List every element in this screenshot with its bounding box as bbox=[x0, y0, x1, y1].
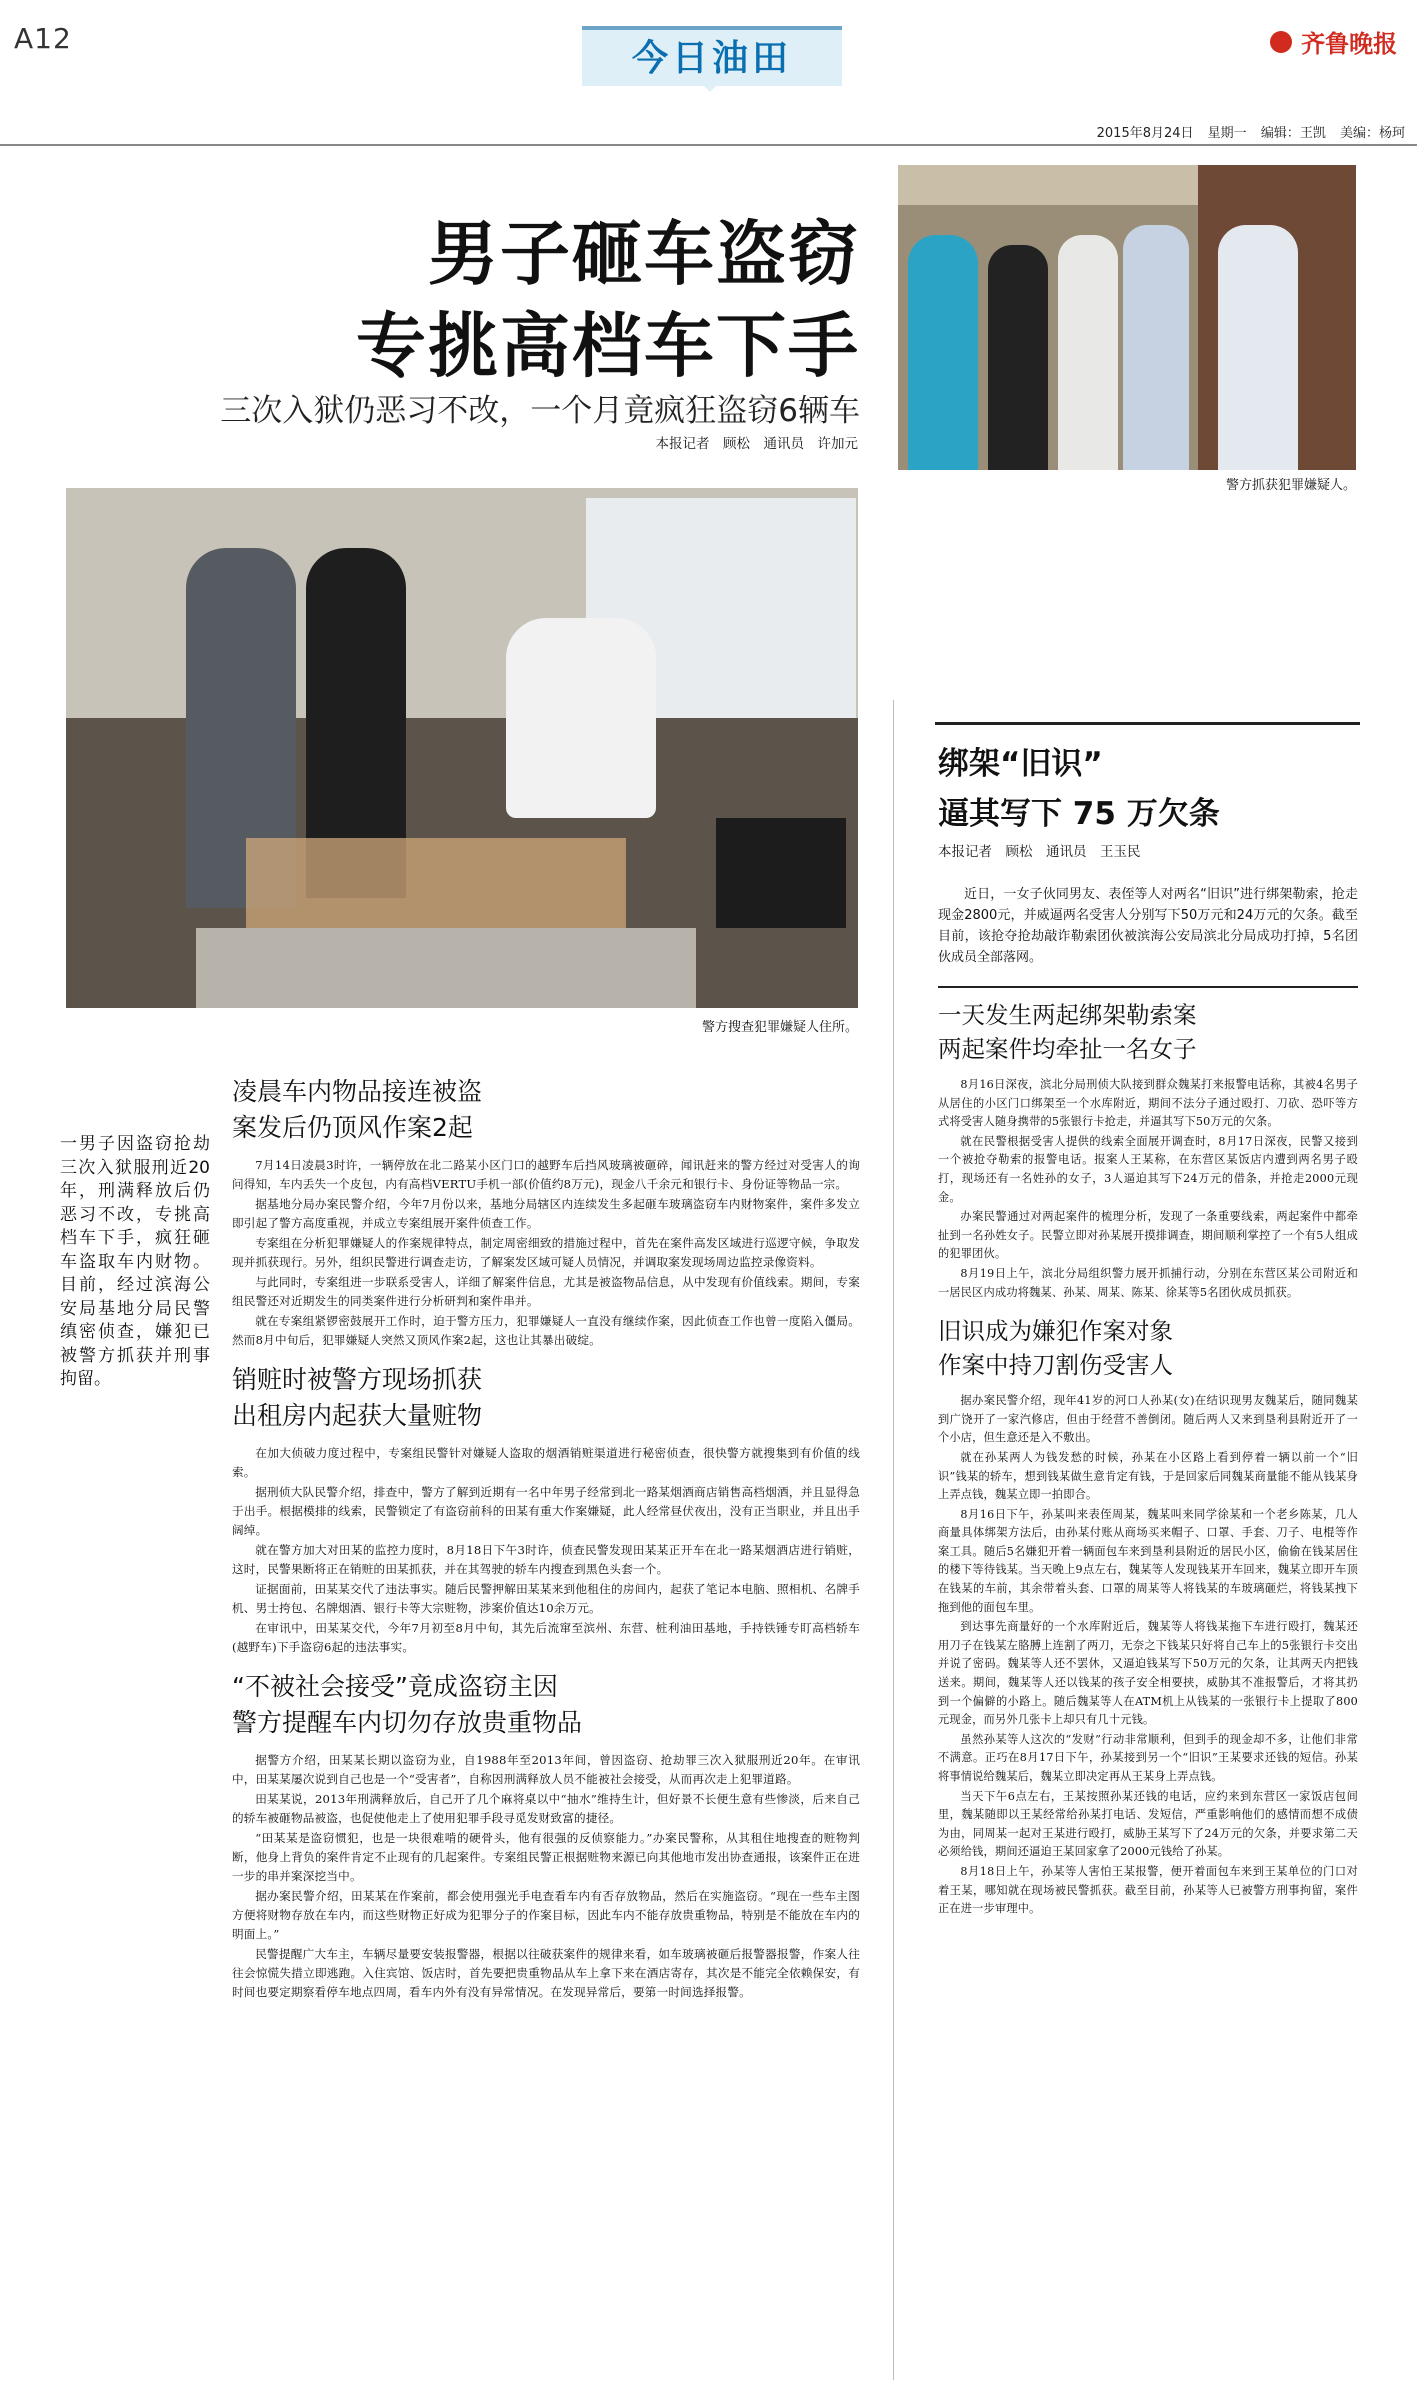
second-headline-line2: 逼其写下 75 万欠条 bbox=[938, 796, 1220, 832]
main-summary: 一男子因盗窃抢劫三次入狱服刑近20年，刑满释放后仍恶习不改，专挑高档车下手，疯狂砸车盗取车内财物。目前，经过滨海公安局基地分局民警缜密侦查，嫌犯已被警方抓获并刑事拘留。 bbox=[60, 1134, 210, 1389]
paragraph: 民警提醒广大车主，车辆尽量要安装报警器，根据以往破获案件的规律来看，如车玻璃被砸后报警器报警，作案人往往会惊慌失措立即逃跑。入住宾馆、饭店时，首先要把贵重物品从车上拿下来在酒店寄存，其次是不能完全依赖保安，有时间也要定期察看停车地点四周，看车内外有没有异常情况。在发现异常后，要第一时间选择报警。 bbox=[232, 1947, 860, 1999]
paragraph: 专案组在分析犯罪嫌疑人的作案规律特点，制定周密细致的措施过程中，首先在案件高发区域进行巡逻守候，争取发现并抓获现行。另外，组织民警进行调查走访，了解案发区域可疑人员情况，并调取案发现场周边监控录像资料。 bbox=[232, 1236, 860, 1269]
paragraph: 据刑侦大队民警介绍，排查中，警方了解到近期有一名中年男子经常到北一路某烟酒商店销售高档烟酒，并且显得急于出手。根据模排的线索，民警锁定了有盗窃前科的田某有重大作案嫌疑，此人经常昼伏夜出，没有正当职业，并且出手阔绰。 bbox=[232, 1485, 860, 1537]
section-title: 今日油田 bbox=[631, 38, 792, 79]
second-lead: 近日，一女子伙同男友、表侄等人对两名“旧识”进行绑架勒索，抢走现金2800元，并威逼两名受害人分别写下50万元和24万元的欠条。截至目前，该抢夺抢劫敲诈勒索团伙被滨海公安局滨北分局成功打掉，5名团伙成员全部落网。 bbox=[938, 887, 1358, 965]
section-heading-line1: 销赃时被警方现场抓获 bbox=[232, 1365, 483, 1394]
paragraph: 据警方介绍，田某某长期以盗窃为业，自1988年至2013年间，曾因盗窃、抢劫罪三次入狱服刑近20年。在审讯中，田某某屡次说到自己也是一个“受害者”，自称因刑满释放人员不能被社会接受，从而再次走上犯罪道路。 bbox=[232, 1753, 860, 1786]
main-body bbox=[232, 1070, 860, 2003]
date-text: 2015年8月24日 bbox=[1096, 126, 1194, 141]
section-heading-line1: 旧识成为嫌犯作案对象 bbox=[938, 1317, 1173, 1346]
paragraph: 办案民警通过对两起案件的梳理分析，发现了一条重要线索，两起案件中都牵扯到一名孙姓女子。民警立即对孙某展开摸排调查，期间顺利掌控了一个有5人组成的犯罪团伙。 bbox=[938, 1210, 1358, 1261]
paragraph: 就在民警根据受害人提供的线索全面展开调查时，8月17日深夜，民警又接到一个被抢夺勒索的报警电话。报案人王某称，在东营区某饭店内遭到两名男子殴打，现场还有一名姓孙的女子，3人逼迫其写下24万元的借条，并抢走2000元现金。 bbox=[938, 1134, 1358, 1204]
search-photo bbox=[66, 488, 858, 1008]
paragraph: 田某某说，2013年刑满释放后，自己开了几个麻将桌以中“抽水”维持生计，但好景不长便生意有些惨淡，后来自己的轿车被砸物品被盗，也促使他走上了使用犯罪手段寻觅发财致富的捷径。 bbox=[232, 1792, 860, 1825]
paragraph: 8月18日上午，孙某等人害怕王某报警，便开着面包车来到王某单位的门口对着王某，哪知就在现场被民警抓获。截至目前，孙某等人已被警方刑事拘留，案件正在进一步审理中。 bbox=[938, 1864, 1358, 1916]
paragraph: 8月19日上午，滨北分局组织警力展开抓捕行动，分别在东营区某公司附近和一居民区内成功将魏某、孙某、周某、陈某、徐某等5名团伙成员抓获。 bbox=[938, 1266, 1358, 1299]
main-headline-line2: 专挑高档车下手 bbox=[356, 305, 860, 387]
section-heading-line1: “不被社会接受”竟成盗窃主因 bbox=[232, 1672, 558, 1701]
section-heading-line1: 一天发生两起绑架勒索案 bbox=[938, 1001, 1197, 1029]
main-section-2 bbox=[232, 1362, 860, 1657]
main-section-1 bbox=[232, 1074, 860, 1350]
main-byline: 本报记者 顾松 通讯员 许加元 bbox=[655, 436, 858, 452]
main-subheadline: 三次入狱仍恶习不改，一个月竟疯狂盗窃6辆车 bbox=[220, 393, 860, 429]
paragraph: 与此同时，专案组进一步联系受害人，详细了解案件信息，尤其是被盗物品信息，从中发现有价值线索。期间，专案组民警还对近期发生的同类案件进行分析研判和案件串并。 bbox=[232, 1275, 860, 1308]
arrest-photo bbox=[898, 165, 1356, 470]
paragraph: 据办案民警介绍，田某某在作案前，都会使用强光手电查看车内有否存放物品，然后在实施盗窃。“现在一些车主图方便将财物存放在车内，而这些财物正好成为犯罪分子的作案目标，因此车内不能存放贵重物品，特别是不能放在车内的明面上。” bbox=[232, 1889, 860, 1941]
second-byline: 本报记者 顾松 通讯员 王玉民 bbox=[938, 844, 1141, 860]
paragraph: 就在专案组紧锣密鼓展开工作时，迫于警方压力，犯罪嫌疑人一直没有继续作案，因此侦查工作也曾一度陷入僵局。然而8月中旬后，犯罪嫌疑人突然又顶风作案2起，这也让其暴出破绽。 bbox=[232, 1314, 860, 1347]
second-section-2 bbox=[938, 1314, 1358, 1919]
search-photo-caption: 警方搜查犯罪嫌疑人住所。 bbox=[701, 1020, 858, 1035]
paragraph: 证据面前，田某某交代了违法事实。随后民警押解田某某来到他租住的房间内，起获了笔记本电脑、照相机、名牌手机、男士挎包、名牌烟酒、银行卡等大宗赃物，涉案价值达10余万元。 bbox=[232, 1582, 860, 1615]
paragraph: 当天下午6点左右，王某按照孙某还钱的电话，应约来到东营区一家饭店包间里，魏某随即以王某经常给孙某打电话、发短信，严重影响他们的感情而想不成债为由，同周某一起对王某进行殴打，威胁王某写下了24万元的欠条，并要求第二天必须给钱，期间还逼迫王某回家拿了2000元钱给了孙某。 bbox=[938, 1789, 1358, 1859]
second-lead-rule bbox=[938, 986, 1358, 988]
section-banner-pointer bbox=[700, 82, 720, 92]
paragraph: 虽然孙某等人这次的“发财”行动非常顺利，但到手的现金却不多，让他们非常不满意。正巧在8月17日下午，孙某接到另一个“旧识”王某要求还钱的短信。孙某将事情说给魏某后，魏某立即决定再从王某身上弄点钱。 bbox=[938, 1732, 1358, 1783]
second-body bbox=[938, 998, 1358, 1920]
paragraph: 据基地分局办案民警介绍，今年7月份以来，基地分局辖区内连续发生多起砸车玻璃盗窃车内财物案件，案件多发立即引起了警方高度重视，并成立专案组展开案件侦查工作。 bbox=[232, 1197, 860, 1230]
second-story-top-rule bbox=[935, 722, 1360, 725]
section-heading-line2: 两起案件均牵扯一名女子 bbox=[938, 1035, 1197, 1063]
header-rule bbox=[0, 144, 1417, 146]
editor-text: 编辑：王凯 bbox=[1260, 126, 1326, 141]
section-heading-line1: 凌晨车内物品接连被盗 bbox=[232, 1077, 483, 1106]
logo-text: 齐鲁晚报 bbox=[1301, 29, 1398, 58]
paragraph: 在审讯中，田某某交代，今年7月初至8月中旬，其先后流窜至滨州、东营、桩利油田基地，手持铁锤专盯高档轿车(越野车)下手盗窃6起的违法事实。 bbox=[232, 1621, 860, 1654]
page-number: A12 bbox=[14, 22, 72, 55]
weekday-text: 星期一 bbox=[1207, 126, 1247, 141]
paragraph: 8月16日深夜，滨北分局刑侦大队接到群众魏某打来报警电话称，其被4名男子从居住的小区门口绑架至一个水库附近，期间不法分子通过殴打、刀砍、恐吓等方式将受害人随身携带的5张银行卡抢走，并逼其写下50万元的欠条。 bbox=[938, 1078, 1358, 1129]
paragraph: 就在孙某两人为钱发愁的时候，孙某在小区路上看到停着一辆以前一个“旧识”钱某的轿车，想到钱某做生意肯定有钱，于是回家后同魏某商量能不能从钱某身上弄点钱，魏某立即一拍即合。 bbox=[938, 1450, 1358, 1502]
arrest-photo-caption: 警方抓获犯罪嫌疑人。 bbox=[1225, 478, 1356, 493]
paragraph: “田某某是盗窃惯犯，也是一块很难啃的硬骨头，他有很强的反侦察能力。”办案民警称，从其租住地搜查的赃物判断，他身上背负的案件肯定不止现有的几起案件。专案组民警正根据赃物来源已向其他地市发出协查通报，该案件正在进一步的串并案深挖当中。 bbox=[232, 1831, 860, 1883]
paragraph: 7月14日凌晨3时许，一辆停放在北二路某小区门口的越野车后挡风玻璃被砸碎，闻讯赶来的警方经过对受害人的询问得知，车内丢失一个皮包，内有高档VERTU手机一部(价值约8万元)，现金八千余元和银行卡、身份证等物品一宗。 bbox=[232, 1158, 860, 1191]
section-heading-line2: 案发后仍顶风作案2起 bbox=[232, 1113, 473, 1142]
paragraph: 8月16日下午，孙某叫来表侄周某，魏某叫来同学徐某和一个老乡陈某，几人商量具体绑架方法后，由孙某付账从商场买来帽子、口罩、手套、刀子、电棍等作案工具。随后5名嫌犯开着一辆面包车来到垦利县附近的居民小区，偷偷在钱某居住的楼下等待钱某。当天晚上9点左右，魏某等人发现钱某开车回来，魏某立即开车顶在钱某的车前，其余带着头套、口罩的周某等人将钱某的车玻璃砸烂，将钱某拽下拖到他的面包车里。 bbox=[938, 1507, 1358, 1614]
paragraph: 在加大侦破力度过程中，专案组民警针对嫌疑人盗取的烟酒销赃渠道进行秘密侦查，很快警方就搜集到有价值的线索。 bbox=[232, 1446, 860, 1479]
logo-mark-icon bbox=[1270, 31, 1292, 53]
designer-text: 美编：杨珂 bbox=[1339, 126, 1405, 141]
newspaper-logo bbox=[1270, 24, 1400, 64]
section-heading-line2: 出租房内起获大量赃物 bbox=[232, 1401, 483, 1430]
paragraph: 就在警方加大对田某的监控力度时，8月18日下午3时许，侦查民警发现田某某正开车在北一路某烟酒店进行销赃，这时，民警果断将正在销赃的田某抓获，并在其驾驶的轿车内搜查到黑色头套一个。 bbox=[232, 1543, 860, 1576]
main-headline-line1: 男子砸车盗窃 bbox=[428, 213, 860, 295]
main-section-3 bbox=[232, 1669, 860, 2002]
second-headline-line1: 绑架“旧识” bbox=[938, 746, 1103, 782]
second-section-1 bbox=[938, 998, 1358, 1302]
paragraph: 到达事先商量好的一个水库附近后，魏某等人将钱某拖下车进行殴打，魏某还用刀子在钱某左胳膊上连割了两刀，无奈之下钱某只好将自己车上的5张银行卡交出并说了密码。魏某等人还不罢休，又逼迫钱某写下50万元的欠条，让其两天内把钱送来。期间，魏某等人还以钱某的孩子安全相要挟，威胁其不准报警后，才将其扔到一个偏僻的小路上。随后魏某等人在ATM机上从钱某的一张银行卡上提取了800元现金，而另外几张卡上却只有几十元钱。 bbox=[938, 1620, 1358, 1727]
column-divider bbox=[893, 700, 894, 2380]
paragraph: 据办案民警介绍，现年41岁的河口人孙某(女)在结识现男友魏某后，随同魏某到广饶开了一家汽修店，但由于经营不善倒闭。随后两人又来到垦利县附近开了一个小店，但生意还是入不敷出。 bbox=[938, 1394, 1358, 1445]
header-meta bbox=[1050, 122, 1405, 141]
section-heading-line2: 警方提醒车内切勿存放贵重物品 bbox=[232, 1708, 583, 1737]
section-heading-line2: 作案中持刀割伤受害人 bbox=[938, 1351, 1173, 1380]
